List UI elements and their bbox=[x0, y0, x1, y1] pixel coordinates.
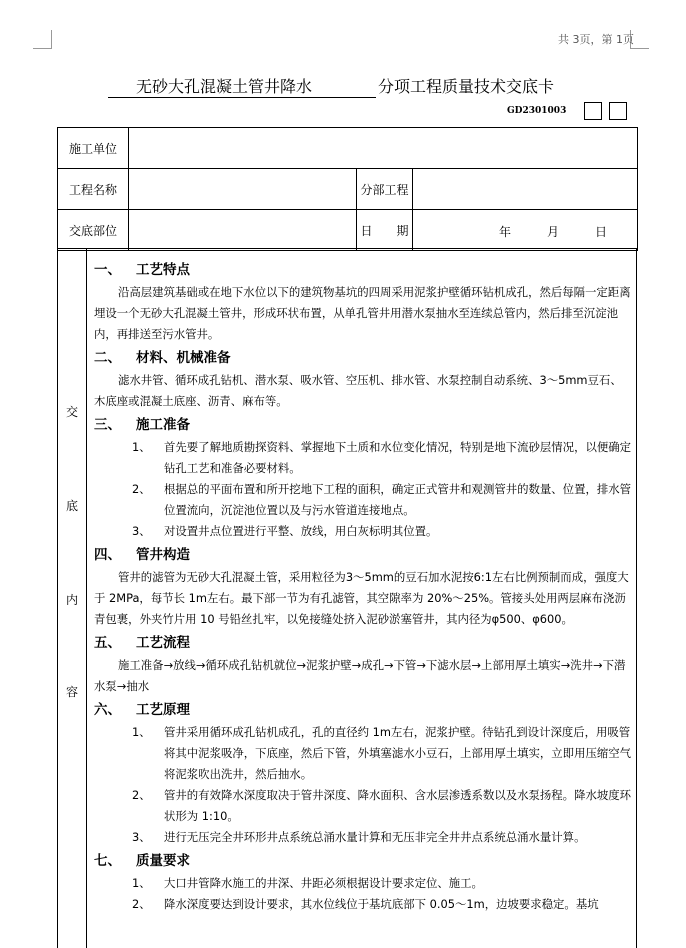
list-item-text: 首先要了解地质勘探资料、掌握地下土质和水位变化情况，特别是地下流砂层情况，以便确定钻孔工艺和准备必要材料。 bbox=[164, 440, 632, 475]
list-item-number: 3、 bbox=[132, 830, 151, 844]
list-item-text: 根据总的平面布置和所开挖地下工程的面积，确定正式管井和观测管井的数量、位置，排水管位置流向，沉淀池位置以及与污水管道连接地点。 bbox=[164, 482, 632, 517]
list-item bbox=[94, 827, 632, 848]
list-item bbox=[94, 722, 632, 785]
page-counter: 共 3页，第 1页 bbox=[558, 33, 634, 46]
section-paragraph: 沿高层建筑基础或在地下水位以下的建筑物基坑的四周采用泥浆护壁循环钻机成孔，然后每隔一定距离埋设一个无砂大孔混凝土管井，形成环状布置，从单孔管井用潜水泵抽水至连续总管内，然后排至沉淀池内，再排送至污水管井。 bbox=[94, 285, 631, 341]
section-number: 二、 bbox=[94, 350, 121, 366]
construction-unit-label: 施工单位 bbox=[58, 128, 129, 169]
info-table bbox=[57, 127, 638, 251]
title-suffix: 分项工程质量技术交底卡 bbox=[378, 77, 555, 96]
section-paragraph: 管井的滤管为无砂大孔混凝土管，采用粒径为3～5mm的豆石加水泥按6:1左右比例预制而成，强度大于 2MPa，每节长 1m左右。最下部一节为有孔滤管，其空隙率为 20%～25%。管接头处用两层麻布浇沥青包裹，外夹竹片用 10 号铅丝扎牢，以免接缝处挤入泥砂淤塞管井，其内径为φ500、φ600。 bbox=[94, 570, 629, 626]
list-item bbox=[94, 873, 632, 894]
list-item bbox=[94, 437, 632, 479]
section-heading bbox=[94, 632, 632, 655]
date-field[interactable] bbox=[413, 210, 638, 251]
checkbox-2[interactable] bbox=[609, 102, 627, 120]
side-char-2: 底 bbox=[66, 499, 79, 513]
list-item-text: 进行无压完全井环形井点系统总涌水量计算和无压非完全井井点系统总涌水量计算。 bbox=[164, 830, 586, 844]
section-number: 六、 bbox=[94, 702, 121, 718]
crop-mark-top-left bbox=[33, 30, 52, 49]
list-item-text: 对设置井点位置进行平整、放线，用白灰标明其位置。 bbox=[164, 524, 438, 538]
list-item bbox=[94, 894, 632, 915]
handover-content-box bbox=[57, 248, 637, 948]
section-heading bbox=[94, 544, 632, 567]
list-item bbox=[94, 785, 632, 827]
handover-location-label: 交底部位 bbox=[58, 210, 129, 251]
year-label: 年 bbox=[499, 225, 512, 239]
list-item-text: 管井采用循环成孔钻机成孔，孔的直径约 1m左右，泥浆护壁。待钻孔到设计深度后，用吸管将其中泥浆吸净，下底座，然后下管，外填塞滤水小豆石，上部用厚土填实，立即用压缩空气将泥浆吹出洗井，然后抽水。 bbox=[164, 725, 632, 781]
sub-project-field[interactable] bbox=[413, 169, 638, 210]
list-item bbox=[94, 479, 632, 521]
list-item-number: 2、 bbox=[132, 897, 151, 911]
list-item bbox=[94, 521, 632, 542]
section-title: 工艺特点 bbox=[136, 262, 190, 278]
construction-unit-field[interactable] bbox=[129, 128, 638, 169]
section-title: 工艺原理 bbox=[136, 702, 190, 718]
section-title: 质量要求 bbox=[136, 853, 190, 869]
project-name-field[interactable] bbox=[129, 169, 357, 210]
handover-content bbox=[94, 257, 632, 915]
section-paragraph: 滤水井管、循环成孔钻机、潜水泵、吸水管、空压机、排水管、水泵控制自动系统、3～5mm豆石、木底座或混凝土底座、沥青、麻布等。 bbox=[94, 373, 622, 408]
section-title: 材料、机械准备 bbox=[136, 350, 231, 366]
section-heading bbox=[94, 850, 632, 873]
section-number: 三、 bbox=[94, 417, 121, 433]
section-title: 工艺流程 bbox=[136, 635, 190, 651]
row-handover-location bbox=[58, 210, 638, 251]
section-number: 一、 bbox=[94, 262, 121, 278]
list-item-number: 2、 bbox=[132, 482, 151, 496]
side-char-4: 容 bbox=[66, 685, 79, 699]
document-code: GD2301003 bbox=[507, 106, 567, 116]
row-project-name bbox=[58, 169, 638, 210]
section-title: 管井构造 bbox=[136, 547, 190, 563]
date-label: 日 期 bbox=[357, 210, 413, 251]
list-item-number: 1、 bbox=[132, 876, 151, 890]
side-char-3: 内 bbox=[66, 593, 79, 607]
section-heading bbox=[94, 699, 632, 722]
row-construction-unit bbox=[58, 128, 638, 169]
list-item-number: 1、 bbox=[132, 440, 151, 454]
section-title: 施工准备 bbox=[136, 417, 190, 433]
list-item-text: 降水深度要达到设计要求，其水位线位于基坑底部下 0.05～1m，边坡要求稳定。基坑 bbox=[164, 897, 599, 911]
section-number: 四、 bbox=[94, 547, 121, 563]
section-heading bbox=[94, 347, 632, 370]
section-number: 五、 bbox=[94, 635, 121, 651]
day-label: 日 bbox=[595, 225, 608, 239]
list-item-number: 1、 bbox=[132, 725, 151, 739]
section-heading bbox=[94, 414, 632, 437]
list-item-number: 3、 bbox=[132, 524, 151, 538]
month-label: 月 bbox=[547, 225, 560, 239]
side-label-column bbox=[58, 249, 87, 948]
list-item-number: 2、 bbox=[132, 788, 151, 802]
project-name-label: 工程名称 bbox=[58, 169, 129, 210]
title-topic: 无砂大孔混凝土管井降水 bbox=[108, 74, 376, 98]
document-title bbox=[108, 74, 554, 98]
handover-location-field[interactable] bbox=[129, 210, 357, 251]
sub-project-label: 分部工程 bbox=[357, 169, 413, 210]
side-char-1: 交 bbox=[66, 405, 79, 419]
section-paragraph: 施工准备→放线→循环成孔钻机就位→泥浆护壁→成孔→下管→下滤水层→上部用厚土填实→洗井→下潜水泵→抽水 bbox=[94, 658, 626, 693]
list-item-text: 大口井管降水施工的井深、井距必须根据设计要求定位、施工。 bbox=[164, 876, 483, 890]
section-number: 七、 bbox=[94, 853, 121, 869]
checkbox-1[interactable] bbox=[584, 102, 602, 120]
section-heading bbox=[94, 259, 632, 282]
list-item-text: 管井的有效降水深度取决于管井深度、降水面积、含水层渗透系数以及水泵扬程。降水坡度环状形为 1:10。 bbox=[164, 788, 632, 823]
